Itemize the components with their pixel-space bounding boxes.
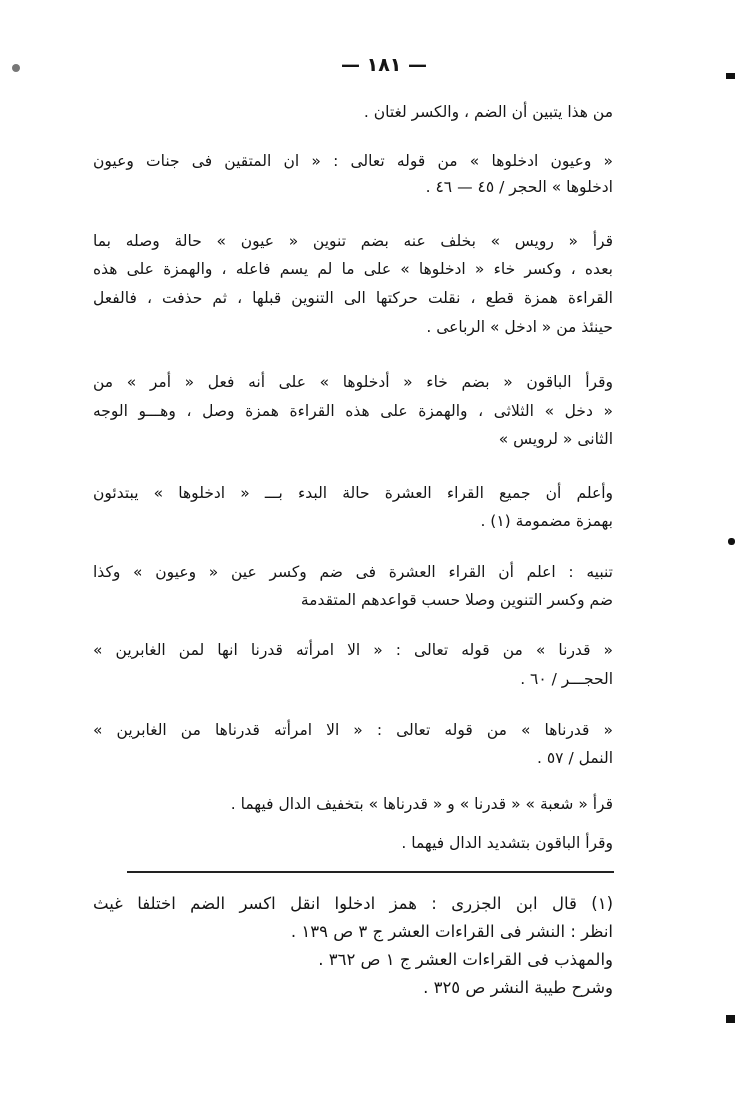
text-line: وقرأ الباقون « بضم خاء « أدخلوها » على أنه فعل « أمر » من [93, 373, 613, 391]
text-line: من هذا يتبين أن الضم ، والكسر لغتان . [363, 103, 613, 121]
text-line: وأعلم أن جميع القراء العشرة حالة البدء بـــ « ادخلوها » يبتدئون [93, 484, 613, 502]
footnote-line: انظر : النشر فى القراءات العشر ج ٣ ص ١٣٩ . [290, 922, 613, 941]
footnote-line: وشرح طيبة النشر ص ٣٢٥ . [423, 978, 613, 997]
text-line: ضم وكسر التنوين وصلا حسب قواعدهم المتقدمة [300, 591, 613, 609]
text-line: « دخل » الثلاثى ، والهمزة على هذه القراءة همزة وصل ، وهـــو الوجه [93, 402, 613, 420]
text-line: حينئذ من « ادخل » الرباعى . [426, 318, 613, 336]
text-line: الثانى « لرويس » [498, 430, 613, 448]
text-line: تنبيه : اعلم أن القراء العشرة فى ضم وكسر عين « وعيون » وكذا [93, 563, 613, 581]
scan-mark [12, 64, 20, 72]
text-line: « قدرنا » من قوله تعالى : « الا امرأته قدرنا انها لمن الغابرين » [93, 641, 613, 659]
text-line: بهمزة مضمومة (١) . [480, 512, 613, 530]
text-line: بعده ، وكسر خاء « ادخلوها » على ما لم يسم فاعله ، والهمزة على هذه [93, 260, 613, 278]
text-line: القراءة همزة قطع ، نقلت حركتها الى التنوين قبلها ، ثم حذفت ، فالفعل [93, 289, 613, 307]
text-line: « وعيون ادخلوها » من قوله تعالى : « ان المتقين فى جنات وعيون [93, 152, 613, 170]
footnote-line: والمهذب فى القراءات العشر ج ١ ص ٣٦٢ . [318, 950, 613, 969]
text-line: الحجـــر / ٦٠ . [520, 670, 613, 688]
text-line: ادخلوها » الحجر / ٤٥ — ٤٦ . [425, 178, 613, 196]
scan-mark [728, 538, 735, 545]
footnote-line: (١) قال ابن الجزرى : همز ادخلوا انقل اكسر الضم اختلفا غيث [93, 894, 613, 913]
text-line: وقرأ الباقون بتشديد الدال فيهما . [401, 834, 613, 852]
scan-mark [726, 73, 735, 79]
scan-mark [726, 1015, 735, 1023]
text-line: قرأ « شعبة » « قدرنا » و « قدرناها » بتخفيف الدال فيهما . [230, 795, 613, 813]
footnote-separator [127, 871, 614, 873]
text-line: قرأ « رويس » بخلف عنه بضم تنوين « عيون » حالة وصله بما [93, 232, 613, 250]
text-line: النمل / ٥٧ . [537, 749, 613, 767]
page-number: — ١٨١ — [340, 54, 428, 76]
text-line: « قدرناها » من قوله تعالى : « الا امرأته قدرناها من الغابرين » [93, 721, 613, 739]
